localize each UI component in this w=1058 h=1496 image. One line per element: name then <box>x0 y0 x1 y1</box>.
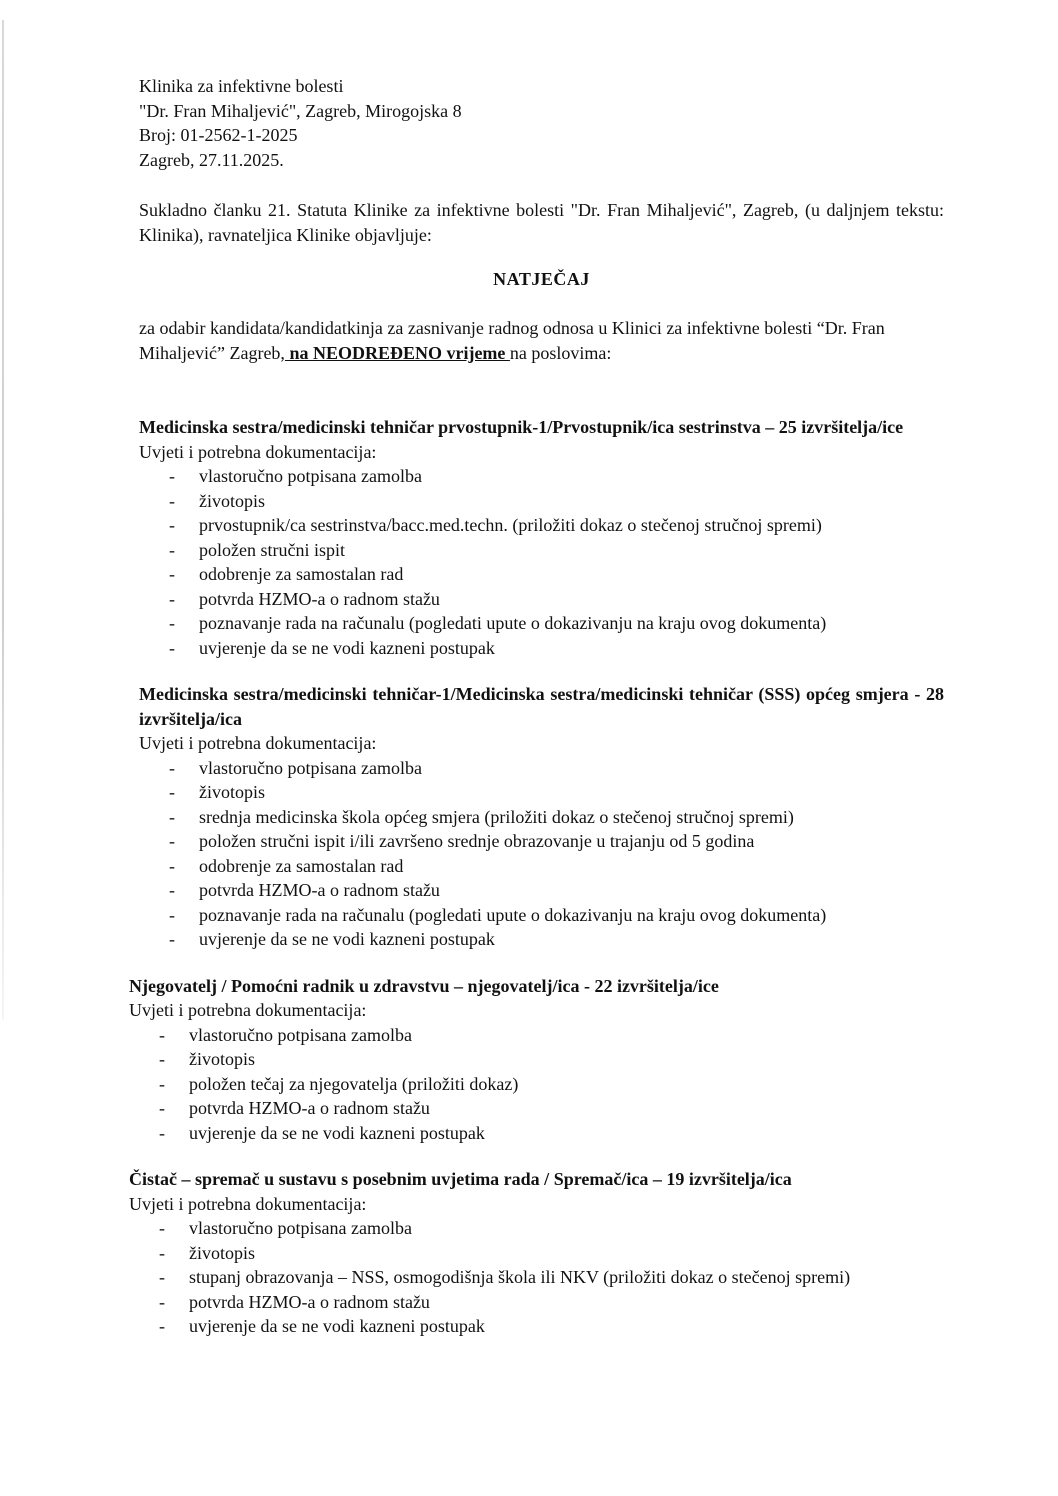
dash-bullet-icon: - <box>159 1049 165 1069</box>
position-section <box>129 974 944 1146</box>
requirements-list <box>129 1216 944 1339</box>
requirement-item <box>159 1096 944 1121</box>
letterhead <box>139 74 944 172</box>
requirement-text: potvrda HZMO-a o radnom stažu <box>189 1291 430 1312</box>
dash-bullet-icon: - <box>159 1098 165 1118</box>
requirement-item <box>169 805 944 830</box>
lead-text-end: na poslovima: <box>509 342 612 363</box>
requirement-text: vlastoručno potpisana zamolba <box>199 757 422 778</box>
dash-bullet-icon: - <box>159 1267 165 1287</box>
dash-bullet-icon: - <box>159 1316 165 1336</box>
requirement-text: vlastoručno potpisana zamolba <box>189 1218 412 1238</box>
requirement-item <box>159 1265 944 1290</box>
requirement-text: položen stručni ispit i/ili završeno srednje obrazovanje u trajanju od 5 godina <box>199 831 755 851</box>
position-section <box>139 682 944 952</box>
requirements-list <box>129 1023 944 1146</box>
requirement-item <box>169 489 944 514</box>
conditions-label: Uvjeti i potrebna dokumentacija: <box>139 733 377 753</box>
requirement-text: prvostupnik/ca sestrinstva/bacc.med.techn. (priložiti dokaz o stečenoj stručnoj spremi) <box>199 515 822 535</box>
requirement-item <box>169 903 944 928</box>
position-section <box>139 415 944 660</box>
dash-bullet-icon: - <box>159 1218 165 1238</box>
requirement-text: potvrda HZMO-a o radnom stažu <box>199 588 440 609</box>
requirement-item <box>169 464 944 489</box>
requirement-item <box>169 878 944 903</box>
requirement-text: uvjerenje da se ne vodi kazneni postupak <box>189 1122 485 1143</box>
requirement-item <box>169 562 944 587</box>
document-page <box>129 74 944 1361</box>
requirement-text: odobrenje za samostalan rad <box>199 855 404 876</box>
dash-bullet-icon: - <box>169 782 175 802</box>
dash-bullet-icon: - <box>159 1242 165 1263</box>
dash-bullet-icon: - <box>169 806 175 827</box>
dash-bullet-icon: - <box>169 831 175 851</box>
position-section <box>129 1167 944 1339</box>
requirement-item <box>159 1072 944 1097</box>
position-title: Čistač – spremač u sustavu s posebnim uvjetima rada / Spremač/ica – 19 izvršitelja/ica <box>129 1169 792 1189</box>
dash-bullet-icon: - <box>169 564 175 584</box>
requirement-item <box>169 829 944 854</box>
requirement-text: životopis <box>189 1242 255 1263</box>
lead-text: za odabir kandidata/kandidatkinja za zasnivanje radnog odnosa u Klinici za infektivne bolesti “Dr. Fran Mihaljević” Zagreb, <box>139 318 885 363</box>
requirement-item <box>159 1023 944 1048</box>
requirement-text: životopis <box>199 782 265 802</box>
requirement-text: uvjerenje da se ne vodi kazneni postupak <box>199 929 495 949</box>
dash-bullet-icon: - <box>169 466 175 486</box>
conditions-label: Uvjeti i potrebna dokumentacija: <box>129 1000 367 1020</box>
requirement-text: položen tečaj za njegovatelja (priložiti dokaz) <box>189 1073 519 1094</box>
requirement-item <box>169 513 944 538</box>
dash-bullet-icon: - <box>159 1291 165 1312</box>
dash-bullet-icon: - <box>169 880 175 900</box>
conditions-label: Uvjeti i potrebna dokumentacija: <box>139 441 377 462</box>
requirement-text: vlastoručno potpisana zamolba <box>189 1024 412 1045</box>
dash-bullet-icon: - <box>169 613 175 633</box>
position-title: Medicinska sestra/medicinski tehničar-1/Medicinska sestra/medicinski tehničar (SSS) općeg smjera - 28 izvršitelja/ica <box>139 684 944 729</box>
requirement-text: potvrda HZMO-a o radnom stažu <box>199 880 440 900</box>
requirement-item <box>159 1314 944 1339</box>
requirement-text: srednja medicinska škola općeg smjera (priložiti dokaz o stečenoj stručnoj spremi) <box>199 806 794 827</box>
institution-name: Klinika za infektivne bolesti <box>139 76 344 96</box>
lead-paragraph <box>139 316 944 365</box>
requirement-text: položen stručni ispit <box>199 539 345 560</box>
requirement-item <box>159 1290 944 1315</box>
requirement-item <box>169 927 944 952</box>
requirement-text: uvjerenje da se ne vodi kazneni postupak <box>189 1316 485 1336</box>
requirement-text: životopis <box>199 490 265 511</box>
requirement-text: potvrda HZMO-a o radnom stažu <box>189 1098 430 1118</box>
requirement-item <box>169 854 944 879</box>
requirement-text: stupanj obrazovanja – NSS, osmogodišnja škola ili NKV (priložiti dokaz o stečenoj spremi) <box>189 1267 851 1287</box>
dash-bullet-icon: - <box>169 855 175 876</box>
requirements-list <box>139 756 944 952</box>
document-date: Zagreb, 27.11.2025. <box>139 149 284 170</box>
requirement-item <box>169 611 944 636</box>
requirement-item <box>159 1241 944 1266</box>
requirement-text: odobrenje za samostalan rad <box>199 564 404 584</box>
requirement-item <box>169 780 944 805</box>
dash-bullet-icon: - <box>159 1073 165 1094</box>
requirement-item <box>159 1047 944 1072</box>
dash-bullet-icon: - <box>169 929 175 949</box>
requirement-text: poznavanje rada na računalu (pogledati upute o dokazivanju na kraju ovog dokumenta) <box>199 904 827 925</box>
requirement-item <box>159 1121 944 1146</box>
position-title: Njegovatelj / Pomoćni radnik u zdravstvu – njegovatelj/ica - 22 izvršitelja/ice <box>129 975 719 996</box>
dash-bullet-icon: - <box>169 757 175 778</box>
scan-edge-shadow <box>2 20 4 1020</box>
requirement-text: poznavanje rada na računalu (pogledati upute o dokazivanju na kraju ovog dokumenta) <box>199 613 827 633</box>
dash-bullet-icon: - <box>169 637 175 658</box>
requirement-text: uvjerenje da se ne vodi kazneni postupak <box>199 637 495 658</box>
requirement-item <box>169 587 944 612</box>
dash-bullet-icon: - <box>169 588 175 609</box>
requirement-item <box>169 538 944 563</box>
requirement-item <box>169 756 944 781</box>
reference-number: Broj: 01-2562-1-2025 <box>139 125 298 145</box>
requirement-text: vlastoručno potpisana zamolba <box>199 466 422 486</box>
employment-type-emphasis: na NEODREĐENO vrijeme <box>284 342 510 363</box>
dash-bullet-icon: - <box>159 1024 165 1045</box>
intro-paragraph: Sukladno članku 21. Statuta Klinike za infektivne bolesti "Dr. Fran Mihaljević", Zagreb, (u daljnjem tekstu: Klinika), ravnateljica Klinike objavljuje: <box>139 200 944 245</box>
dash-bullet-icon: - <box>159 1122 165 1143</box>
requirements-list <box>139 464 944 660</box>
dash-bullet-icon: - <box>169 904 175 925</box>
dash-bullet-icon: - <box>169 490 175 511</box>
document-title: NATJEČAJ <box>493 269 590 289</box>
requirement-item <box>169 636 944 661</box>
dash-bullet-icon: - <box>169 515 175 535</box>
institution-address: "Dr. Fran Mihaljević", Zagreb, Mirogojska 8 <box>139 100 462 121</box>
requirement-item <box>159 1216 944 1241</box>
dash-bullet-icon: - <box>169 539 175 560</box>
position-title: Medicinska sestra/medicinski tehničar prvostupnik-1/Prvostupnik/ica sestrinstva – 25 izvršitelja/ice <box>139 417 904 437</box>
conditions-label: Uvjeti i potrebna dokumentacija: <box>129 1193 367 1214</box>
requirement-text: životopis <box>189 1049 255 1069</box>
